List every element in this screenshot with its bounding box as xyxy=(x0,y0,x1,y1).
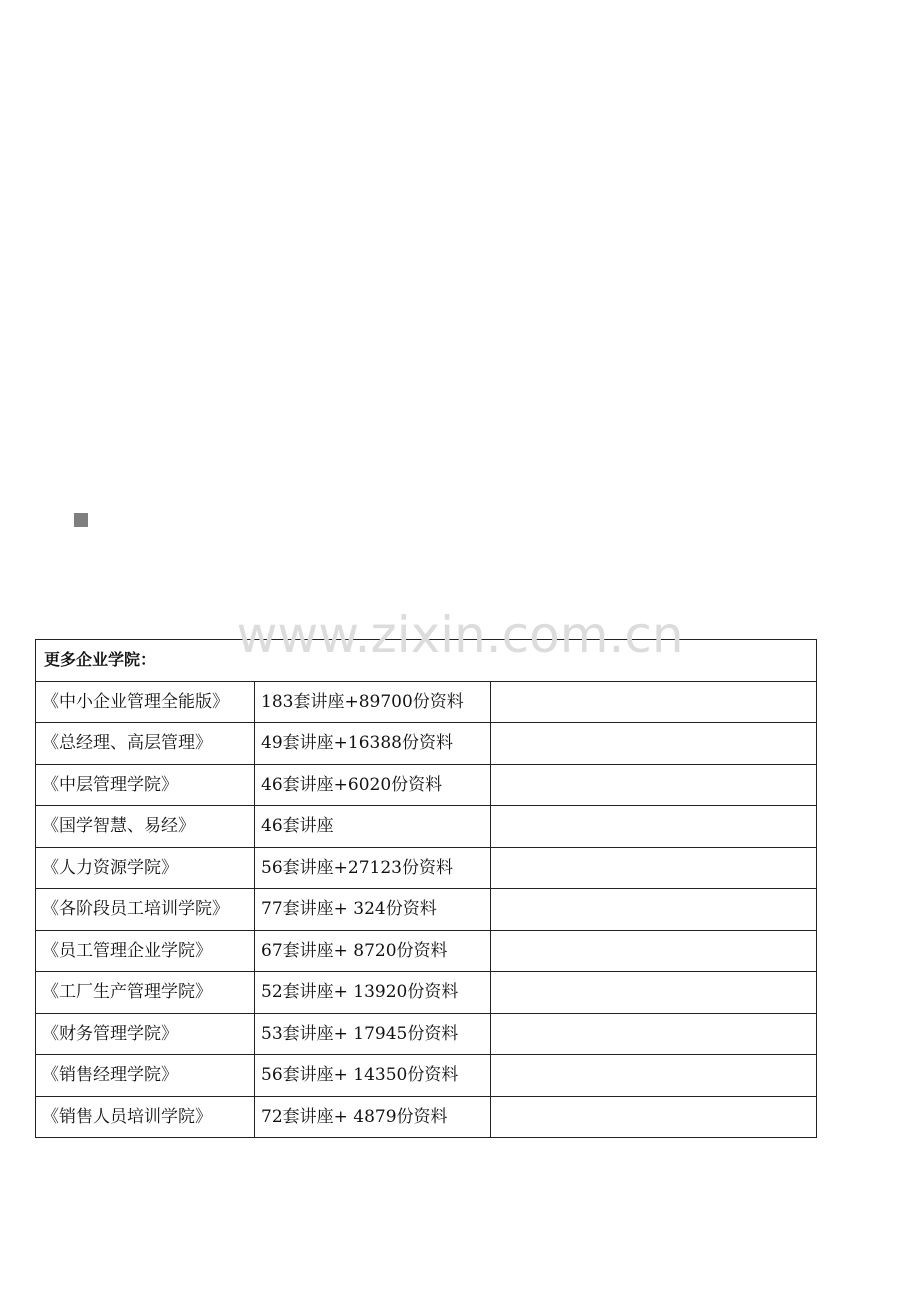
academy-detail: 52套讲座+ 13920份资料 xyxy=(255,972,491,1014)
academy-detail: 77套讲座+ 324份资料 xyxy=(255,889,491,931)
academy-extra xyxy=(491,723,817,765)
table-row xyxy=(36,723,817,765)
academy-detail: 46套讲座 xyxy=(255,806,491,848)
academy-extra xyxy=(491,764,817,806)
academy-extra xyxy=(491,930,817,972)
academy-detail: 46套讲座+6020份资料 xyxy=(255,764,491,806)
academy-detail: 49套讲座+16388份资料 xyxy=(255,723,491,765)
academy-name: 《各阶段员工培训学院》 xyxy=(36,889,255,931)
table-row xyxy=(36,889,817,931)
academy-name: 《员工管理企业学院》 xyxy=(36,930,255,972)
academy-detail: 183套讲座+89700份资料 xyxy=(255,681,491,723)
table-row xyxy=(36,764,817,806)
table-row xyxy=(36,847,817,889)
academy-extra xyxy=(491,889,817,931)
table-header-row xyxy=(36,640,817,682)
academy-name: 《中小企业管理全能版》 xyxy=(36,681,255,723)
academy-extra xyxy=(491,972,817,1014)
table-row xyxy=(36,930,817,972)
academy-name: 《中层管理学院》 xyxy=(36,764,255,806)
table-row xyxy=(36,972,817,1014)
academy-name: 《销售经理学院》 xyxy=(36,1055,255,1097)
academy-detail: 56套讲座+27123份资料 xyxy=(255,847,491,889)
table-header: 更多企业学院： xyxy=(36,640,817,682)
academy-extra xyxy=(491,681,817,723)
academy-name: 《国学智慧、易经》 xyxy=(36,806,255,848)
academy-name: 《总经理、高层管理》 xyxy=(36,723,255,765)
academy-extra xyxy=(491,1096,817,1138)
academy-extra xyxy=(491,806,817,848)
academy-table xyxy=(35,639,817,1138)
academy-extra xyxy=(491,1013,817,1055)
academy-detail: 56套讲座+ 14350份资料 xyxy=(255,1055,491,1097)
table-row xyxy=(36,1055,817,1097)
academy-extra xyxy=(491,1055,817,1097)
academy-name: 《财务管理学院》 xyxy=(36,1013,255,1055)
table-row xyxy=(36,806,817,848)
academy-extra xyxy=(491,847,817,889)
academy-name: 《人力资源学院》 xyxy=(36,847,255,889)
academy-detail: 67套讲座+ 8720份资料 xyxy=(255,930,491,972)
watermark: www.zixin.com.cn xyxy=(236,606,684,664)
academy-name: 《销售人员培训学院》 xyxy=(36,1096,255,1138)
academy-detail: 53套讲座+ 17945份资料 xyxy=(255,1013,491,1055)
table-row xyxy=(36,1096,817,1138)
square-bullet-icon xyxy=(74,513,88,527)
table-row xyxy=(36,681,817,723)
academy-name: 《工厂生产管理学院》 xyxy=(36,972,255,1014)
academy-detail: 72套讲座+ 4879份资料 xyxy=(255,1096,491,1138)
table-row xyxy=(36,1013,817,1055)
